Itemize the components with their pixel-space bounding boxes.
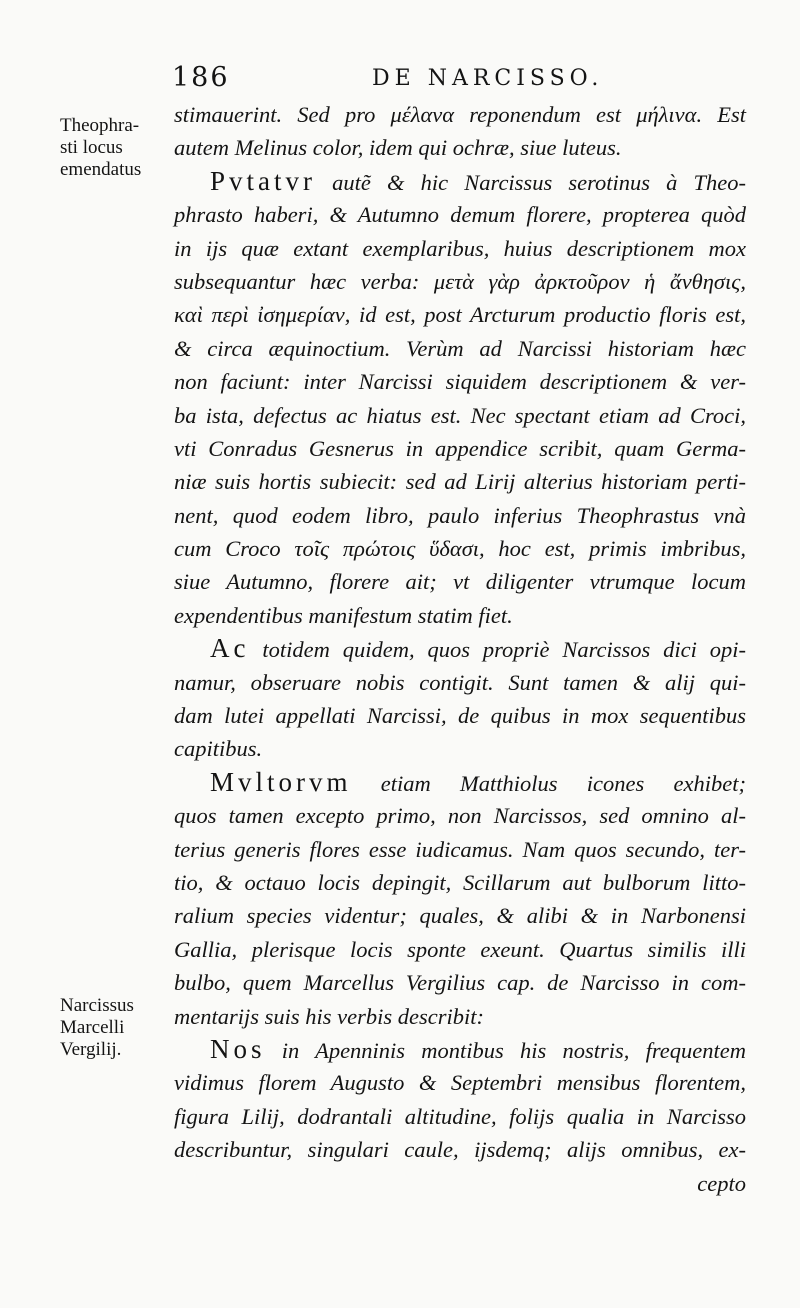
text-line: [174, 165, 746, 198]
margin-note-narcissus-marcelli: [60, 995, 178, 1061]
text-line: stimauerint. Sed pro μέλανα reponendum est μήλινα. Est: [174, 102, 746, 127]
text-line: non faciunt: inter Narcissi siquidem descriptionem & ver-: [174, 369, 746, 395]
text-line: cum Croco τοῖς πρώτοις ὕδασι, hoc est, primis imbribus,: [174, 536, 746, 562]
running-head: DE NARCISSO.: [372, 66, 604, 91]
paragraph-initial: Nos: [210, 1033, 266, 1064]
text-line: dam lutei appellati Narcissi, de quibus in mox sequentibus: [174, 703, 746, 729]
paragraph-initial: Mvltorvm: [210, 766, 352, 797]
margin-note-line: Theophra-: [60, 115, 140, 136]
text-line: Gallia, plerisque locis sponte exeunt. Quartus similis illi: [174, 936, 746, 962]
text-line-rest: etiam Matthiolus icones exhibet;: [380, 770, 746, 796]
text-line: bulbo, quem Marcellus Vergilius cap. de Narcisso in com-: [174, 970, 746, 996]
margin-note-line: Vergilij.: [60, 1039, 122, 1060]
text-line: figura Lilij, dodrantali altitudine, folijs qualia in Narcisso: [174, 1103, 746, 1129]
text-line: describuntur, singulari caule, ijsdemq; alijs omnibus, ex-: [174, 1137, 746, 1163]
text-line: vidimus florem Augusto & Septembri mensibus florentem,: [174, 1070, 746, 1096]
page-number: 186: [172, 62, 230, 93]
text-line: [174, 632, 746, 665]
text-line: vti Conradus Gesnerus in appendice scribit, quam Germa-: [174, 435, 746, 461]
text-line: niæ suis hortis subiecit: sed ad Lirij alterius historiam perti-: [174, 469, 746, 495]
text-line: nent, quod eodem libro, paulo inferius Theophrastus vnà: [174, 502, 746, 528]
paragraph-initial: Pvtatvr: [210, 165, 316, 196]
text-line-rest: in Apenninis montibus his nostris, frequentem: [281, 1037, 746, 1063]
margin-note-line: sti locus: [60, 137, 123, 158]
text-line: capitibus.: [174, 736, 263, 762]
text-line: expendentibus manifestum statim fiet.: [174, 602, 513, 628]
text-line: siue Autumno, florere ait; vt diligenter vtrumque locum: [174, 569, 746, 595]
margin-note-line: Marcelli: [60, 1017, 125, 1038]
text-line: subsequantur hæc verba: μετὰ γὰρ ἀρκτοῦρον ἡ ἄνθησις,: [174, 268, 746, 294]
page-header: [172, 62, 732, 102]
text-line: terius generis flores esse iudicamus. Nam quos secundo, ter-: [174, 836, 746, 862]
body-text: [174, 98, 746, 1200]
text-line: tio, & octauo locis depingit, Scillarum aut bulborum litto-: [174, 869, 746, 895]
paragraph-initial: Ac: [210, 633, 250, 664]
text-line: [174, 766, 746, 799]
catchword: cepto: [697, 1170, 746, 1196]
text-line: phrasto haberi, & Autumno demum florere, propterea quòd: [174, 202, 746, 228]
text-line-rest: totidem quidem, quos propriè Narcissos dici opi-: [262, 637, 746, 663]
margin-note-line: Narcissus: [60, 995, 134, 1016]
margin-note-theophrasti: [60, 115, 178, 181]
text-line: καὶ περὶ ἰσημερίαν, id est, post Arcturum productio floris est,: [174, 302, 746, 328]
text-line: ralium species videntur; quales, & alibi & in Narbonensi: [174, 903, 746, 929]
text-line: [174, 1033, 746, 1066]
text-line: mentarijs suis his verbis describit:: [174, 1003, 484, 1029]
margin-note-line: emendatus: [60, 159, 142, 180]
text-line: namur, obseruare nobis contigit. Sunt tamen & alij qui-: [174, 669, 746, 695]
text-line-rest: autẽ & hic Narcissus serotinus à Theo-: [332, 169, 747, 195]
text-line: in ijs quæ extant exemplaribus, huius descriptionem mox: [174, 235, 746, 261]
text-line: & circa æquinoctium. Verùm ad Narcissi historiam hæc: [174, 335, 746, 361]
text-line: quos tamen excepto primo, non Narcissos, sed omnino al-: [174, 803, 746, 829]
text-line: ba ista, defectus ac hiatus est. Nec spectant etiam ad Croci,: [174, 402, 746, 428]
text-line: autem Melinus color, idem qui ochræ, siue luteus.: [174, 135, 622, 161]
